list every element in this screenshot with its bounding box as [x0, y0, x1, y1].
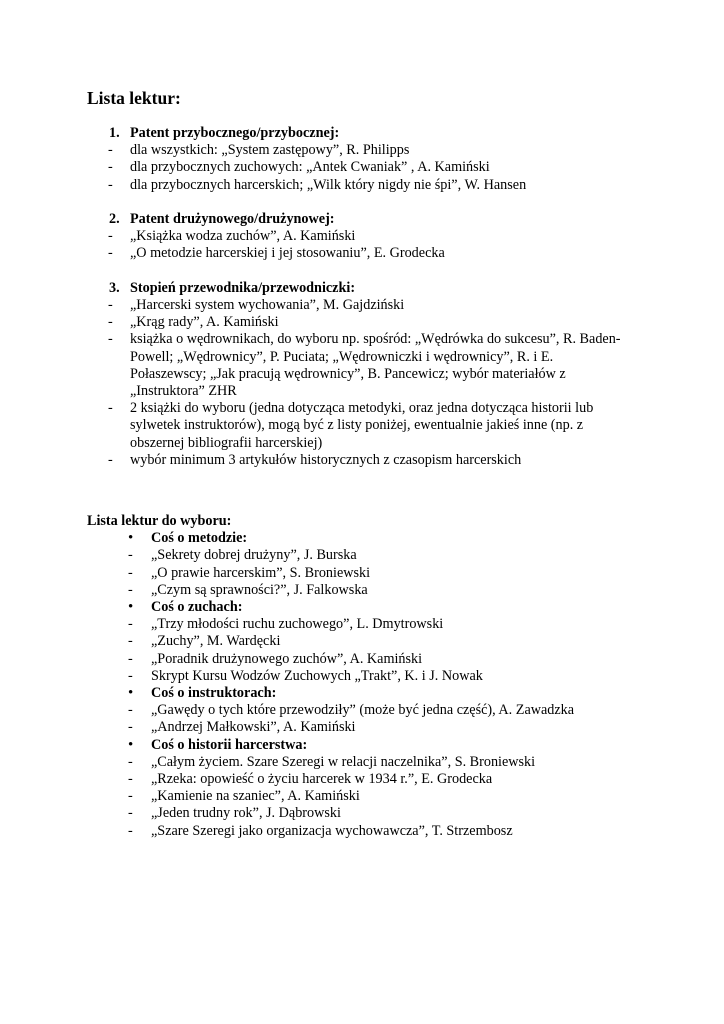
- list-item: [0, 719, 724, 736]
- required-readings-section: [0, 125, 724, 469]
- list-item: [0, 633, 724, 650]
- list-item: [0, 754, 724, 771]
- list-item-text: „Szare Szeregi jako organizacja wychowawcza”, T. Strzembosz: [151, 822, 513, 839]
- list-item: [0, 582, 724, 599]
- dash-marker: -: [108, 228, 113, 245]
- dash-marker: -: [108, 142, 113, 159]
- dash-marker: -: [128, 788, 133, 805]
- list-item: [0, 177, 724, 194]
- dash-marker: -: [108, 297, 113, 313]
- section-title: Patent drużynowego/drużynowej:: [130, 211, 335, 227]
- list-item-text: „Gawędy o tych które przewodziły” (może być jedna część), A. Zawadzka: [151, 702, 575, 719]
- list-item-text: „Zuchy”, M. Wardęcki: [151, 633, 281, 650]
- group-title: Coś o zuchach:: [151, 599, 243, 616]
- list-item: [0, 823, 724, 840]
- page-title: Lista lektur:: [87, 88, 181, 108]
- list-item-text-line: obszernej bibliografii harcerskiej): [130, 434, 323, 451]
- list-item: [0, 331, 724, 400]
- dash-marker: -: [108, 331, 113, 348]
- section-heading: [0, 211, 724, 228]
- bullet-marker: •: [128, 736, 134, 753]
- bullet-marker: •: [128, 599, 134, 616]
- optional-readings-section: [0, 513, 724, 840]
- list-item-text-line: książka o wędrownikach, do wyboru np. spośród: „Wędrówka do sukcesu”, R. Baden-: [130, 331, 621, 348]
- section-number: 2.: [109, 211, 120, 227]
- dash-marker: -: [128, 616, 133, 633]
- bullet-marker: •: [128, 685, 134, 702]
- dash-marker: -: [128, 633, 133, 650]
- dash-marker: -: [108, 159, 113, 176]
- list-item: [0, 805, 724, 822]
- dash-marker: -: [128, 564, 133, 581]
- dash-marker: -: [108, 314, 113, 331]
- group-title: Coś o instruktorach:: [151, 685, 277, 702]
- section-number: 1.: [109, 125, 120, 141]
- dash-marker: -: [108, 400, 113, 417]
- list-item: [0, 314, 724, 331]
- section-title: Stopień przewodnika/przewodniczki:: [130, 279, 356, 296]
- list-item: [0, 228, 724, 245]
- dash-marker: -: [128, 702, 133, 719]
- group-title: Coś o metodzie:: [151, 530, 248, 547]
- list-item-text: „Całym życiem. Szare Szeregi w relacji naczelnika”, S. Broniewski: [151, 753, 536, 770]
- dash-marker: -: [128, 805, 133, 822]
- list-item-text: „Książka wodza zuchów”, A. Kamiński: [130, 228, 356, 245]
- group-heading: [0, 685, 724, 702]
- list-item-text: „Rzeka: opowieść o życiu harcerek w 1934 r.”, E. Grodecka: [151, 771, 493, 788]
- list-item-text: „Jeden trudny rok”, J. Dąbrowski: [151, 805, 341, 822]
- list-item: [0, 565, 724, 582]
- dash-marker: -: [128, 771, 133, 788]
- list-item: [0, 245, 724, 262]
- group-heading: [0, 737, 724, 754]
- dash-marker: -: [108, 451, 113, 468]
- dash-marker: -: [128, 547, 133, 564]
- dash-marker: -: [128, 650, 133, 667]
- list-item-text: „Czym są sprawności?”, J. Falkowska: [151, 581, 368, 598]
- dash-marker: -: [128, 753, 133, 770]
- list-item: [0, 651, 724, 668]
- dash-marker: -: [128, 581, 133, 598]
- list-item-text: „Harcerski system wychowania”, M. Gajdziński: [130, 297, 405, 313]
- section-heading: [0, 280, 724, 297]
- list-item-text: Skrypt Kursu Wodzów Zuchowych „Trakt”, K. i J. Nowak: [151, 667, 483, 684]
- list-item-text-line: Połaszewscy; „Jak pracują wędrownicy”, B. Pancewicz; wybór materiałów z: [130, 365, 566, 382]
- list-item-text-line: sylwetek instruktorów), mogą być z listy poniżej, ewentualnie jakieś inne (np. z: [130, 417, 584, 434]
- dash-marker: -: [128, 719, 133, 736]
- list-item-text: dla wszystkich: „System zastępowy”, R. Philipps: [130, 142, 410, 159]
- section-title: Patent przybocznego/przybocznej:: [130, 125, 340, 141]
- list-item-text: „O prawie harcerskim”, S. Broniewski: [151, 564, 371, 581]
- list-item: [0, 452, 724, 469]
- group-title: Coś o historii harcerstwa:: [151, 736, 308, 753]
- list-item-text: „Poradnik drużynowego zuchów”, A. Kamiński: [151, 650, 423, 667]
- group-heading: [0, 530, 724, 547]
- list-item-text-line: 2 książki do wyboru (jedna dotycząca metodyki, oraz jedna dotycząca historii lub: [130, 400, 594, 417]
- list-item-text: „O metodzie harcerskiej i jej stosowaniu”, E. Grodecka: [130, 245, 445, 262]
- list-item-text: dla przybocznych zuchowych: „Antek Cwaniak” , A. Kamiński: [130, 159, 490, 176]
- list-item-text: dla przybocznych harcerskich; „Wilk który nigdy nie śpi”, W. Hansen: [130, 176, 527, 193]
- list-item-text: wybór minimum 3 artykułów historycznych z czasopism harcerskich: [130, 451, 522, 468]
- dash-marker: -: [128, 667, 133, 684]
- list-item-text-line: „Instruktora” ZHR: [130, 383, 237, 400]
- list-item: [0, 668, 724, 685]
- section-heading: [0, 125, 724, 142]
- list-item-text: „Andrzej Małkowski”, A. Kamiński: [151, 719, 356, 736]
- list-item: [0, 159, 724, 176]
- group-heading: [0, 599, 724, 616]
- dash-marker: -: [128, 822, 133, 839]
- list-item: [0, 616, 724, 633]
- list-item: [0, 771, 724, 788]
- list-item: [0, 297, 724, 314]
- list-item-text: „Sekrety dobrej drużyny”, J. Burska: [151, 547, 357, 564]
- dash-marker: -: [108, 245, 113, 262]
- list-item-text-line: Powell; „Wędrownicy”, P. Puciata; „Wędrowniczki i wędrownicy”, R. i E.: [130, 348, 554, 365]
- list-item-text: „Trzy młodości ruchu zuchowego”, L. Dmytrowski: [151, 616, 444, 633]
- list-item: [0, 547, 724, 564]
- list-item: [0, 788, 724, 805]
- list-item: [0, 400, 724, 452]
- list-item-text: „Kamienie na szaniec”, A. Kamiński: [151, 788, 360, 805]
- list-item: [0, 142, 724, 159]
- list-item: [0, 702, 724, 719]
- section-number: 3.: [109, 279, 120, 296]
- dash-marker: -: [108, 176, 113, 193]
- optional-list-heading: Lista lektur do wyboru:: [87, 513, 232, 529]
- bullet-marker: •: [128, 530, 134, 547]
- list-item-text: „Krąg rady”, A. Kamiński: [130, 314, 279, 331]
